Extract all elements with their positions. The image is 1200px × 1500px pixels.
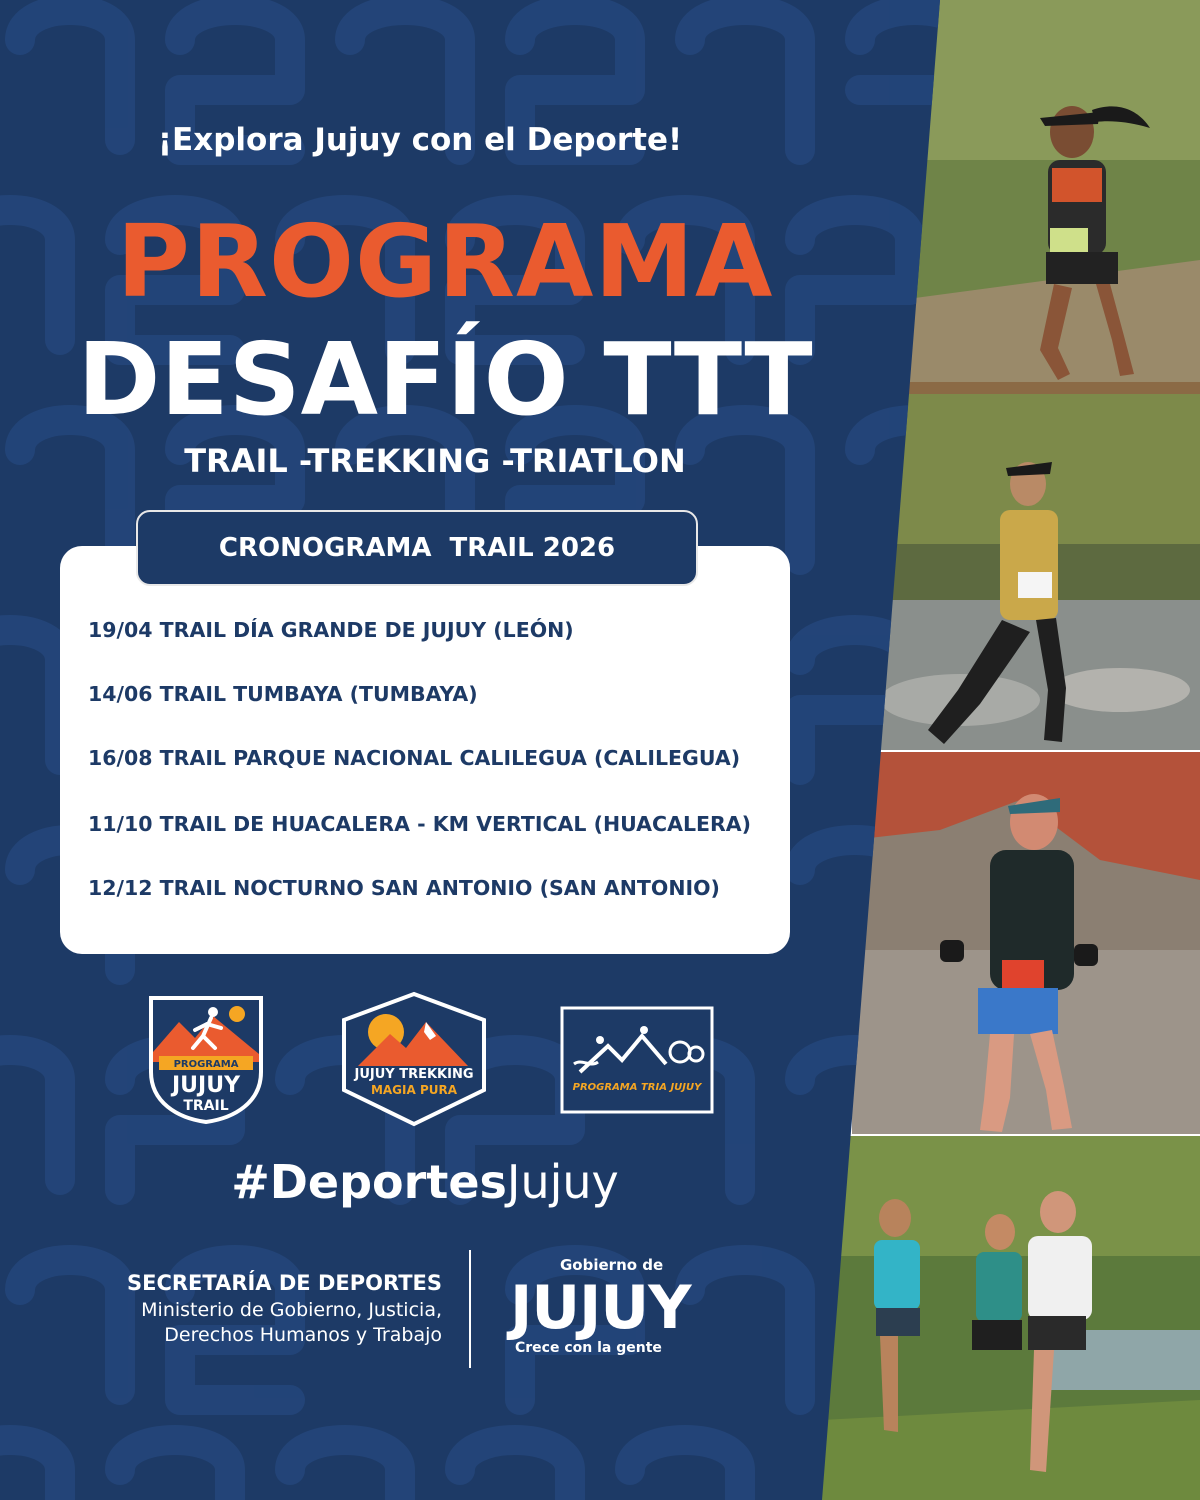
photo-runner-woman <box>900 0 1200 394</box>
jujuy-trekking-logo <box>340 990 488 1128</box>
gobierno-label: Gobierno de <box>560 1256 664 1274</box>
hashtag-regular: Jujuy <box>506 1155 619 1209</box>
jujuy-wordmark: JUJUY <box>510 1273 691 1343</box>
trail-logo-line1: PROGRAMA <box>173 1059 239 1070</box>
trekking-logo-line2: MAGIA PURA <box>370 1083 458 1097</box>
tria-jujuy-logo <box>560 1006 714 1114</box>
schedule-item: 16/08 TRAIL PARQUE NACIONAL CALILEGUA (CALILEGUA) <box>88 746 741 770</box>
ministerio-line-1: Ministerio de Gobierno, Justicia, <box>141 1299 442 1321</box>
schedule-item: 12/12 TRAIL NOCTURNO SAN ANTONIO (SAN ANTONIO) <box>88 876 720 900</box>
title-desafio-ttt: DESAFÍO TTT <box>77 321 813 438</box>
hashtag <box>0 1155 850 1209</box>
jujuy-trail-logo <box>145 992 267 1124</box>
schedule-heading <box>136 510 698 586</box>
tagline: ¡Explora Jujuy con el Deporte! <box>157 122 683 158</box>
tria-logo-text: PROGRAMA TRIA JUJUY <box>572 1082 702 1093</box>
schedule-item: 14/06 TRAIL TUMBAYA (TUMBAYA) <box>88 682 478 706</box>
trail-logo-line3: TRAIL <box>183 1098 229 1114</box>
title-programa: PROGRAMA <box>116 203 774 320</box>
subtitle-disciplines: TRAIL -TREKKING -TRIATLON <box>184 442 686 480</box>
schedule-heading-text: CRONOGRAMA TRAIL 2026 <box>218 533 616 563</box>
ministerio-line-2: Derechos Humanos y Trabajo <box>164 1324 442 1346</box>
trekking-logo-line1: JUJUY TREKKING <box>354 1067 474 1082</box>
schedule-item: 11/10 TRAIL DE HUACALERA - KM VERTICAL (HUACALERA) <box>88 812 752 836</box>
photo-runners-group <box>822 1136 1200 1500</box>
footer-divider <box>469 1250 471 1368</box>
photo-runner-river <box>880 394 1200 750</box>
hashtag-bold: #Deportes <box>231 1155 507 1209</box>
gobierno-slogan: Crece con la gente <box>515 1340 662 1356</box>
secretaria-block <box>80 1268 442 1348</box>
photo-runner-rocks <box>852 752 1200 1134</box>
trail-logo-line2: JUJUY <box>171 1073 241 1098</box>
secretaria-title: SECRETARÍA DE DEPORTES <box>126 1271 442 1295</box>
schedule-item: 19/04 TRAIL DÍA GRANDE DE JUJUY (LEÓN) <box>88 618 574 642</box>
